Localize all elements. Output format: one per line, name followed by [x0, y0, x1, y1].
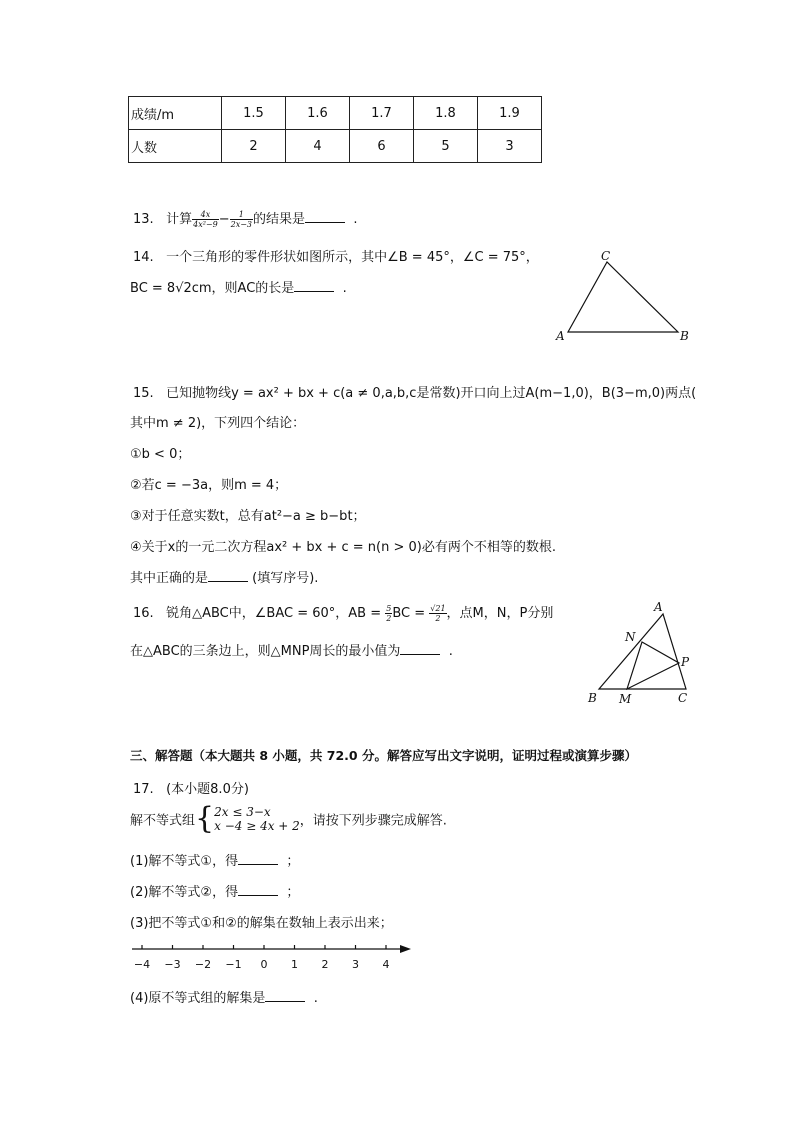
table-cell: 6	[350, 130, 414, 163]
number-line-tick-label: 1	[291, 958, 298, 971]
fraction-denominator: 2x−3	[230, 220, 253, 229]
question-number: 17.	[133, 782, 154, 797]
vertex-label-n: N	[625, 630, 636, 644]
question-text: 的结果是	[253, 212, 306, 227]
vertex-label-b: B	[588, 691, 597, 705]
question-15	[133, 382, 696, 401]
table-cell: 1.8	[414, 97, 478, 130]
question-text: (填写序号).	[252, 571, 319, 586]
fraction-denominator: 4x²−9	[193, 220, 218, 229]
number-line	[128, 938, 418, 974]
conclusion-1: ①b < 0；	[130, 447, 191, 462]
question-number: 15.	[133, 386, 154, 401]
number-line-tick-label: 2	[321, 958, 329, 971]
triangle-abc	[568, 262, 678, 332]
answer-blank[interactable]	[305, 210, 345, 223]
vertex-label-p: P	[681, 655, 690, 669]
inequality-1: 2x ≤ 3−x	[214, 805, 271, 819]
inequality-system	[214, 805, 300, 833]
table-header-cell: 成绩/m	[129, 97, 222, 130]
question-text: 已知抛物线y = ax² + bx + c(a ≠ 0,a,b,c是常数)开口向上过A(m−1,0)，B(3−m,0)两点(	[166, 386, 697, 401]
question-number: 13.	[133, 212, 154, 227]
triangle-figure-q14	[550, 244, 700, 346]
brace-icon: {	[195, 801, 215, 836]
answer-blank[interactable]	[265, 989, 305, 1002]
question-text: 计算	[166, 212, 193, 227]
table-cell: 1.6	[286, 97, 350, 130]
question-14-line2	[130, 277, 347, 296]
period: .	[448, 644, 453, 659]
number-line-tick-label: −3	[164, 958, 181, 971]
fraction-numerator: 1	[230, 210, 253, 220]
number-line-tick-label: 0	[260, 958, 268, 971]
step-4	[130, 987, 318, 1006]
number-line-tick-label: −4	[133, 958, 151, 971]
fraction-denominator: 2	[435, 614, 441, 623]
fraction	[230, 210, 253, 229]
triangle-figure-q16	[580, 596, 700, 712]
answer-blank[interactable]	[208, 569, 248, 582]
question-17-system	[130, 801, 447, 836]
answer-blank[interactable]	[400, 642, 440, 655]
triangle-mnp	[627, 642, 679, 689]
answer-blank[interactable]	[238, 883, 278, 896]
score-table	[128, 96, 542, 163]
vertex-label-m: M	[619, 692, 632, 706]
conclusion-3: ③对于任意实数t，总有at²−a ≥ b−bt；	[130, 509, 366, 524]
table-row	[129, 97, 542, 130]
vertex-label-c: C	[678, 691, 688, 705]
step-2	[130, 881, 299, 900]
question-score: (本小题8.0分)	[166, 782, 249, 797]
question-number: 16.	[133, 606, 154, 621]
question-17	[133, 778, 249, 797]
question-15-ask	[130, 567, 318, 586]
question-16-line2	[130, 640, 453, 659]
question-text: (1)解不等式①，得	[130, 854, 239, 869]
conclusion-2: ②若c = −3a，则m = 4；	[130, 478, 288, 493]
number-line-tick-label: 3	[352, 958, 359, 971]
question-text: 锐角△ABC中，∠BAC = 60°，AB =	[166, 606, 386, 621]
question-14	[133, 246, 539, 265]
step-1	[130, 850, 299, 869]
fraction-numerator: √21	[430, 604, 446, 613]
table-cell: 4	[286, 130, 350, 163]
fraction-numerator: 5	[386, 604, 392, 613]
table-cell: 1.7	[350, 97, 414, 130]
conclusion-4: ④关于x的一元二次方程ax² + bx + c = n(n > 0)必有两个不相等的数根.	[130, 540, 556, 555]
semicolon: ；	[286, 885, 300, 900]
vertex-label-a: A	[654, 600, 663, 614]
semicolon: ；	[286, 854, 300, 869]
question-16	[133, 602, 553, 623]
step-3: (3)把不等式①和②的解集在数轴上表示出来；	[130, 916, 393, 931]
question-text: 在△ABC的三条边上，则△MNP周长的最小值为	[130, 644, 401, 659]
question-text: 一个三角形的零件形状如图所示，其中∠B = 45°，∠C = 75°，	[166, 250, 539, 265]
number-line-tick-label: 4	[382, 958, 390, 971]
table-cell: 5	[414, 130, 478, 163]
table-row	[129, 130, 542, 163]
question-number: 14.	[133, 250, 154, 265]
fraction	[192, 210, 219, 229]
vertex-label-a: A	[556, 329, 565, 343]
fraction-numerator: 4x	[192, 210, 219, 220]
question-text: BC = 8√2cm，则AC的长是	[130, 281, 295, 296]
minus-sign: −	[218, 212, 230, 227]
vertex-label-c: C	[601, 249, 611, 263]
question-text: ，请按下列步骤完成解答.	[299, 813, 447, 829]
table-cell: 1.5	[222, 97, 286, 130]
table-cell: 2	[222, 130, 286, 163]
question-text: BC =	[392, 606, 430, 621]
inequality-2: x −4 ≥ 4x + 2	[214, 819, 300, 833]
arrow-icon	[400, 945, 411, 953]
number-line-tick-label: −2	[194, 958, 212, 971]
period: .	[342, 281, 347, 296]
question-text: (2)解不等式②，得	[130, 885, 239, 900]
number-line-tick-label: −1	[225, 958, 242, 971]
period: .	[313, 991, 318, 1006]
question-text: (4)原不等式组的解集是	[130, 991, 266, 1006]
table-cell: 1.9	[478, 97, 542, 130]
table-cell: 3	[478, 130, 542, 163]
fraction	[429, 604, 446, 623]
question-text: 其中m ≠ 2)，下列四个结论：	[130, 416, 306, 431]
section-heading: 三、解答题（本大题共 8 小题，共 72.0 分。解答应写出文字说明，证明过程或演算步骤）	[130, 748, 637, 763]
question-text: 其中正确的是	[130, 571, 209, 586]
triangle-abc	[599, 614, 686, 689]
table-header-cell: 人数	[129, 130, 222, 163]
question-text: 解不等式组	[130, 813, 196, 829]
vertex-label-b: B	[680, 329, 689, 343]
fraction-denominator: 2	[386, 614, 392, 623]
answer-blank[interactable]	[238, 852, 278, 865]
question-13	[133, 208, 357, 229]
question-text: ，点M，N，P分别	[446, 606, 554, 621]
period: .	[353, 212, 358, 227]
answer-blank[interactable]	[294, 279, 334, 292]
